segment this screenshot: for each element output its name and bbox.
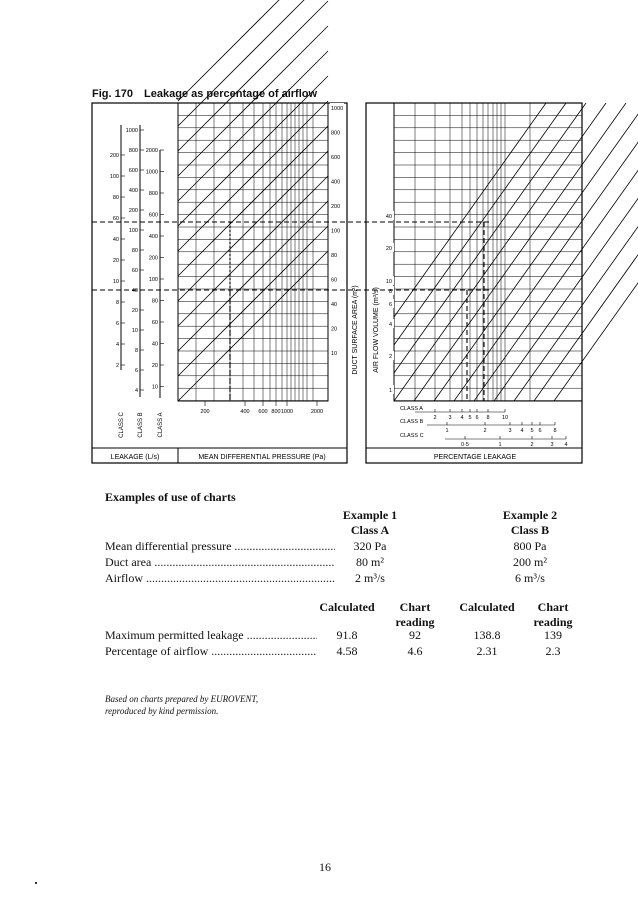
class-c-scale (110, 153, 125, 369)
scale-label: 10 (151, 384, 158, 391)
class-b-scale (126, 128, 144, 394)
scale-label: 600 (128, 168, 138, 174)
area-tick-label: 60 (331, 277, 338, 284)
diagonal-line (178, 0, 328, 126)
area-tick-label: 10 (331, 351, 338, 357)
diagonal-line (178, 126, 328, 276)
row-label: Airflow ..... (105, 571, 335, 586)
scale-label: 60 (131, 268, 138, 274)
result-calc2: 138.8 (473, 628, 501, 642)
class-axis-labels (119, 412, 164, 438)
scale-label: 80 (151, 298, 158, 305)
flow-tick-label: 40 (385, 214, 392, 220)
example-2-class: Class B (510, 523, 550, 537)
pct-tick-label: 3 (448, 415, 452, 421)
credit-line-1: Based on charts prepared by EUROVENT, (105, 694, 259, 704)
scale-label: 8 (134, 348, 138, 354)
class-label: CLASS A (158, 412, 164, 438)
example-2-title: Example 2 (502, 508, 558, 522)
credit-note (105, 693, 258, 717)
flow-axis-label: AIR FLOW VOLUME (m³/s) (373, 287, 380, 373)
figure-number: Fig. 170 (92, 88, 133, 100)
pct-tick-label: 3 (550, 442, 554, 448)
pct-class-label: CLASS B (400, 419, 424, 425)
diagonal-line (178, 51, 328, 201)
scale-label: 6 (115, 321, 119, 327)
scale-label: 40 (131, 288, 138, 294)
area-tick-label: 100 (331, 228, 341, 235)
diagonal-line (178, 201, 328, 351)
flow-tick-labels (384, 211, 394, 394)
scale-label: 10 (131, 328, 138, 334)
pressure-tick-label: 200 (200, 409, 210, 415)
scale-label: 80 (112, 195, 119, 201)
pct-tick-label: 5 (530, 428, 534, 434)
row-ex1-value: 2 m³/s (355, 571, 385, 585)
result-chart2: 2.3 (545, 644, 561, 658)
area-tick-label: 800 (331, 130, 341, 137)
area-tick-labels (330, 103, 344, 357)
flow-tick-label: 20 (385, 246, 392, 252)
percentage-scales (400, 406, 568, 448)
pct-class-label: CLASS C (400, 433, 424, 439)
row-ex2-value: 800 Pa (513, 539, 547, 553)
class-label: CLASS C (119, 412, 125, 438)
scale-label: 100 (109, 174, 119, 180)
area-tick-label: 40 (331, 302, 338, 308)
pressure-tick-labels (200, 401, 323, 415)
pressure-tick-label: 800 (271, 409, 281, 415)
row-ex2-value: 200 m² (513, 555, 547, 569)
scale-label: 1000 (145, 169, 158, 176)
stray-mark (35, 882, 37, 884)
scale-label: 400 (128, 188, 138, 194)
diagonal-line (178, 101, 328, 251)
figure-caption: Leakage as percentage of airflow (144, 88, 318, 100)
diagonal-line (394, 103, 586, 373)
pressure-axis-caption: MEAN DIFFERENTIAL PRESSURE (Pa) (198, 454, 326, 461)
col-calculated-2: Calculated (459, 600, 515, 614)
pct-tick-label: 2 (483, 428, 487, 434)
pct-tick-label: 2 (433, 415, 437, 421)
diagonal-line (178, 176, 328, 326)
scale-label: 200 (109, 153, 119, 159)
flow-tick-label: 6 (388, 302, 392, 308)
pct-tick-label: 1 (498, 442, 502, 448)
scale-label: 2000 (145, 148, 158, 154)
pct-tick-label: 6 (475, 415, 479, 421)
scale-label: 100 (128, 228, 138, 234)
pct-tick-label: 5 (468, 415, 472, 421)
example-1-title: Example 1 (342, 508, 398, 522)
pressure-tick-label: 1000 (280, 409, 294, 415)
col-reading-2: reading (533, 615, 573, 629)
result-calc2: 2.31 (476, 644, 498, 658)
left-nomogram-panel (92, 0, 359, 463)
pct-tick-label: 1 (445, 428, 449, 434)
scale-label: 8 (115, 300, 119, 306)
flow-tick-label: 8 (388, 289, 392, 295)
col-reading-1: reading (395, 615, 435, 629)
examples-heading: Examples of use of charts (105, 490, 236, 504)
example-1-class: Class A (350, 523, 390, 537)
pct-tick-label: 6 (538, 428, 542, 434)
flow-tick-label: 4 (388, 322, 392, 328)
scale-label: 2 (115, 363, 119, 369)
row-label: Mean differential pressure ..... (105, 539, 335, 554)
scale-label: 4 (134, 388, 138, 394)
pct-tick-label: 8 (486, 415, 490, 421)
row-ex2-value: 6 m³/s (515, 571, 545, 585)
flow-tick-label: 1 (388, 388, 392, 394)
pressure-tick-label: 600 (258, 409, 268, 415)
right-percentage-panel (366, 103, 638, 463)
scale-label: 20 (151, 363, 158, 369)
diagonal-line (178, 26, 328, 176)
diagonal-line (178, 151, 328, 301)
scale-label: 200 (148, 255, 158, 262)
result-label: Maximum permitted leakage ..... (105, 628, 317, 643)
result-chart1: 4.6 (407, 644, 423, 658)
scale-label: 60 (151, 320, 158, 326)
scale-label: 20 (131, 308, 138, 314)
pressure-tick-label: 2000 (310, 409, 324, 415)
scale-label: 80 (131, 248, 138, 254)
area-tick-label: 400 (331, 179, 341, 186)
credit-line-2: reproduced by kind permission. (105, 706, 219, 716)
col-chart-2: Chart (537, 600, 569, 614)
class-a-scale (146, 148, 164, 391)
diagonal-line (178, 76, 328, 226)
scale-label: 800 (128, 148, 138, 154)
scale-label: 40 (112, 237, 119, 243)
pressure-tick-label: 400 (240, 409, 250, 415)
flow-tick-label: 10 (385, 279, 392, 285)
row-label: Duct area ..... (105, 555, 335, 570)
area-tick-label: 20 (331, 326, 338, 333)
scale-label: 6 (134, 368, 138, 374)
pct-tick-label: 3 (508, 428, 512, 434)
scale-label: 10 (112, 279, 119, 285)
pressure-area-diagonals (178, 0, 328, 401)
scale-label: 1000 (125, 128, 138, 134)
diagonal-line (178, 1, 328, 151)
pressure-area-grid (178, 103, 328, 401)
pct-class-label: CLASS A (400, 406, 423, 412)
class-label: CLASS B (138, 412, 144, 438)
area-axis-label: DUCT SURFACE AREA (m²) (352, 285, 359, 375)
pct-tick-label: 2 (530, 442, 534, 448)
result-calc1: 91.8 (336, 628, 358, 642)
area-tick-label: 200 (331, 204, 341, 210)
pct-tick-label: 4 (564, 442, 568, 448)
scale-label: 60 (112, 216, 119, 222)
percentage-axis-caption: PERCENTAGE LEAKAGE (433, 454, 517, 461)
pct-tick-label: 4 (520, 428, 524, 434)
pct-tick-label: 8 (553, 428, 557, 434)
scale-label: 200 (128, 208, 138, 214)
result-calc1: 4.58 (336, 644, 358, 658)
flow-tick-label: 2 (388, 354, 392, 360)
area-tick-label: 80 (331, 253, 338, 259)
pct-tick-label: 0·5 (461, 442, 469, 448)
col-calculated-1: Calculated (319, 600, 375, 614)
scale-label: 800 (148, 191, 158, 197)
result-chart1: 92 (409, 628, 421, 642)
col-chart-1: Chart (399, 600, 431, 614)
row-ex1-value: 320 Pa (353, 539, 387, 553)
scale-label: 400 (148, 234, 158, 240)
leakage-axis-caption: LEAKAGE (L/s) (110, 454, 160, 461)
diagonal-line (178, 226, 328, 376)
scale-label: 4 (115, 342, 119, 348)
area-tick-label: 1000 (331, 106, 344, 112)
result-chart2: 139 (544, 628, 562, 642)
scale-label: 600 (148, 212, 158, 219)
area-tick-label: 600 (331, 155, 341, 161)
pct-tick-label: 10 (501, 415, 509, 421)
scale-label: 40 (151, 341, 158, 348)
page-number: 16 (319, 860, 331, 874)
scale-label: 100 (148, 277, 158, 283)
scale-label: 20 (112, 258, 119, 264)
result-label: Percentage of airflow ..... (105, 644, 317, 659)
pct-tick-label: 4 (460, 415, 464, 421)
row-ex1-value: 80 m² (356, 555, 384, 569)
